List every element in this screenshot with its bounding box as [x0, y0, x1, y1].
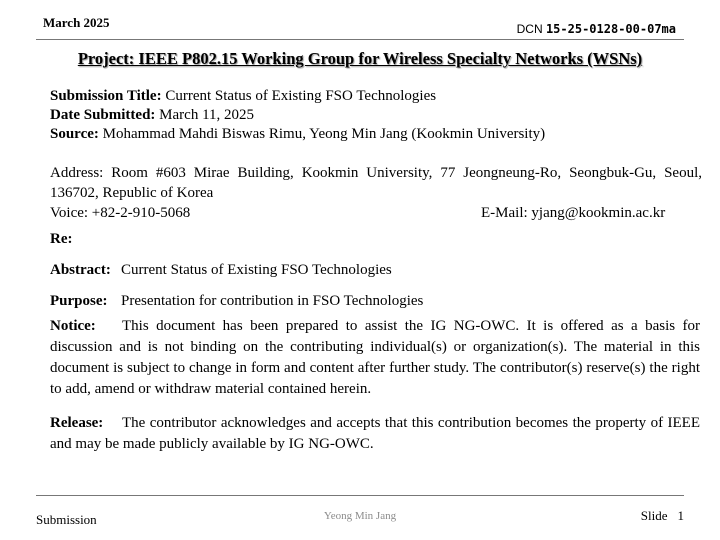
abstract-line [50, 262, 392, 279]
footer-slide [641, 508, 684, 524]
slide-label: Slide [640, 508, 668, 523]
footer-divider [36, 495, 684, 496]
abstract-value: Current Status of Existing FSO Technologies [121, 262, 392, 278]
release-value: The contributor acknowledges and accepts that this contribution becomes the property of IEEE and may be made publicly available by IG NG-OWC. [50, 415, 700, 452]
source-label: Source: [50, 126, 99, 142]
source-line [50, 126, 545, 143]
purpose-label: Purpose: [50, 293, 108, 309]
header-date: March 2025 [43, 15, 110, 30]
voice-text: Voice: +82-2-910-5068 [50, 205, 191, 221]
abstract-label: Abstract: [50, 262, 111, 278]
footer-author: Yeong Min Jang [323, 510, 397, 522]
header-divider [36, 39, 684, 40]
submission-title-line [50, 88, 436, 105]
source-value: Mohammad Mahdi Biswas Rimu, Yeong Min Jang (Kookmin University) [98, 126, 546, 142]
re-label: Re: [50, 231, 73, 247]
notice-paragraph [50, 316, 700, 400]
address-text: Address: Room #603 Mirae Building, Kookmin University, 77 Jeongneung-Ro, Seongbuk-Gu, Seoul, 136702, Republic of Korea [50, 165, 702, 201]
notice-label: Notice: [50, 318, 96, 334]
release-paragraph [50, 413, 700, 455]
notice-value: This document has been prepared to assist the IG NG-OWC. It is offered as a basis for discussion and is not binding on the contributing individual(s) or organization(s). The material in this document is subject to change in form and content after further study. The contributor(s) reserve(s) the right to add, amend or withdraw material contained herein. [50, 318, 700, 397]
submission-title-label: Submission Title: [50, 88, 162, 104]
project-title: Project: IEEE P802.15 Working Group for Wireless Specialty Networks (WSNs) [77, 49, 643, 68]
dcn-label: DCN [516, 22, 546, 36]
purpose-value: Presentation for contribution in FSO Technologies [121, 293, 424, 309]
date-submitted-line [50, 107, 254, 124]
slide-number: 1 [677, 508, 684, 523]
purpose-line [50, 293, 423, 310]
release-label: Release: [50, 415, 104, 431]
dcn-number: 15-25-0128-00-07ma [545, 22, 676, 36]
header-dcn [517, 22, 676, 36]
date-submitted-label: Date Submitted: [50, 107, 156, 123]
date-submitted-value: March 11, 2025 [155, 107, 255, 123]
submission-title-value: Current Status of Existing FSO Technologies [161, 88, 437, 104]
email-text: E-Mail: yjang@kookmin.ac.kr [481, 205, 666, 221]
footer-submission: Submission [36, 512, 97, 527]
